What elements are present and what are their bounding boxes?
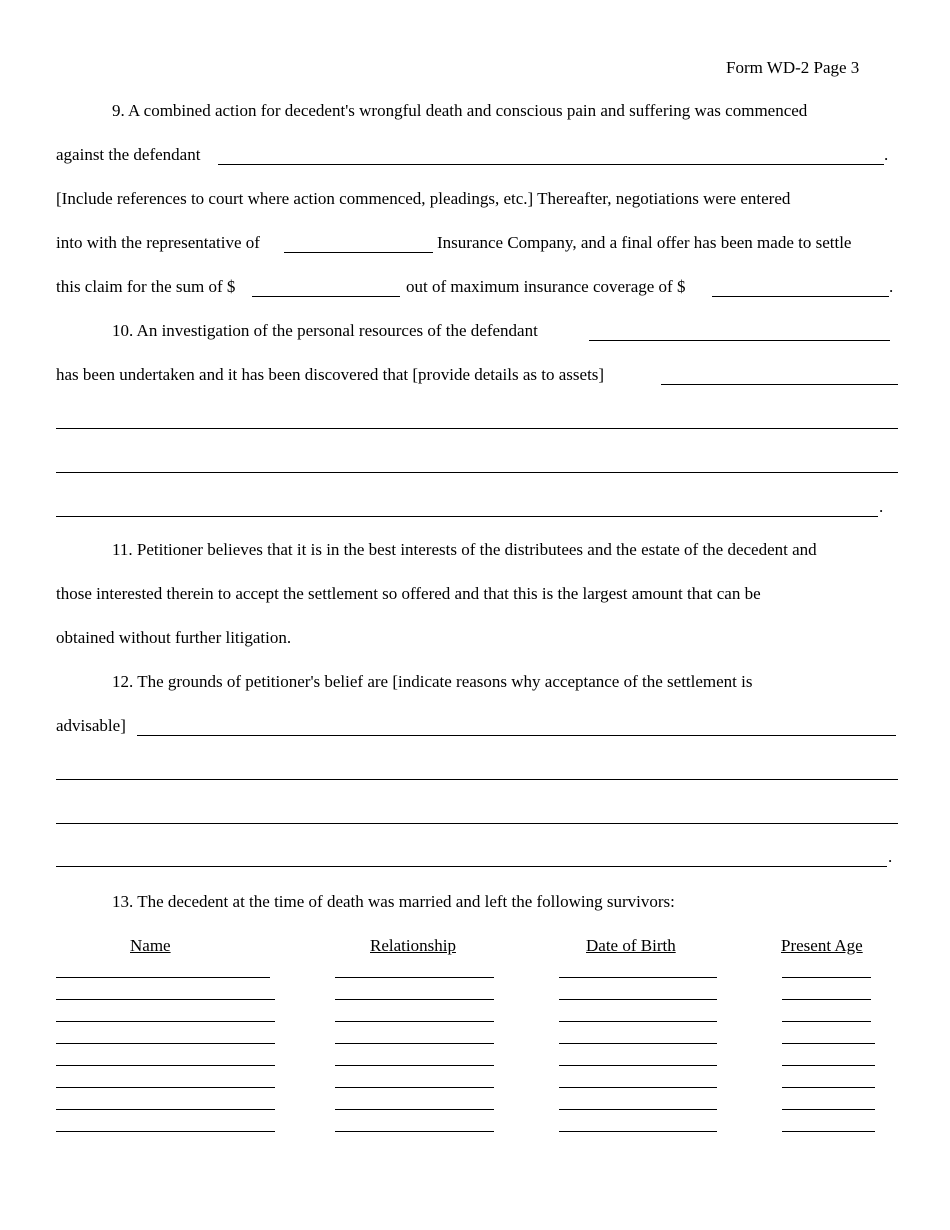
p12-line1: 12. The grounds of petitioner's belief are [indicate reasons why acceptance of the settlement is — [112, 672, 753, 691]
settlement-amount-blank[interactable] — [252, 296, 400, 297]
survivor-dob-blank[interactable] — [559, 999, 717, 1000]
survivor-dob-blank[interactable] — [559, 1021, 717, 1022]
assets-blank-3[interactable] — [56, 472, 898, 473]
form-page-label: Form WD-2 Page 3 — [726, 58, 860, 77]
assets-blank-2[interactable] — [56, 428, 898, 429]
survivor-name-blank[interactable] — [56, 1065, 275, 1066]
max-coverage-blank[interactable] — [712, 296, 889, 297]
p9-line5-end: . — [889, 277, 894, 296]
survivors-header-age: Present Age — [781, 936, 863, 955]
p12-line2-prefix: advisable] — [56, 716, 126, 735]
survivors-header-dob: Date of Birth — [586, 936, 676, 955]
survivor-dob-blank[interactable] — [559, 1131, 717, 1132]
survivor-age-blank[interactable] — [782, 1087, 875, 1088]
survivor-dob-blank[interactable] — [559, 1065, 717, 1066]
survivor-name-blank[interactable] — [56, 1087, 275, 1088]
p9-line5-mid: out of maximum insurance coverage of $ — [406, 277, 686, 296]
p11-line3: obtained without further litigation. — [56, 628, 292, 647]
p9-line1: 9. A combined action for decedent's wrongful death and conscious pain and suffering was commenced — [112, 101, 808, 120]
survivor-age-blank[interactable] — [782, 999, 871, 1000]
p9-line4-prefix: into with the representative of — [56, 233, 260, 252]
survivor-dob-blank[interactable] — [559, 1087, 717, 1088]
defendant-name-blank[interactable] — [589, 340, 890, 341]
survivor-relationship-blank[interactable] — [335, 1087, 494, 1088]
survivor-dob-blank[interactable] — [559, 1109, 717, 1110]
survivor-name-blank[interactable] — [56, 1131, 275, 1132]
survivor-dob-blank[interactable] — [559, 977, 717, 978]
survivor-relationship-blank[interactable] — [335, 1109, 494, 1110]
survivors-header-relationship: Relationship — [370, 936, 456, 955]
survivor-name-blank[interactable] — [56, 1109, 275, 1110]
insurance-company-blank[interactable] — [284, 252, 433, 253]
p13-line1: 13. The decedent at the time of death was married and left the following survivors: — [112, 892, 675, 911]
p11-line2: those interested therein to accept the settlement so offered and that this is the largest amount that can be — [56, 584, 761, 603]
survivor-age-blank[interactable] — [782, 1065, 875, 1066]
p9-line5-prefix: this claim for the sum of $ — [56, 277, 236, 296]
p12-end: . — [888, 847, 893, 866]
p9-line4-suffix: Insurance Company, and a final offer has been made to settle — [437, 233, 852, 252]
survivor-relationship-blank[interactable] — [335, 1131, 494, 1132]
p10-end: . — [879, 497, 884, 516]
survivor-name-blank[interactable] — [56, 999, 275, 1000]
p10-line1: 10. An investigation of the personal resources of the defendant — [112, 321, 538, 340]
assets-blank-4[interactable] — [56, 516, 878, 517]
p9-line3: [Include references to court where action commenced, pleadings, etc.] Thereafter, negotiations were entered — [56, 189, 791, 208]
p11-line1: 11. Petitioner believes that it is in the best interests of the distributees and the estate of the decedent and — [112, 540, 817, 559]
reasons-blank-2[interactable] — [56, 779, 898, 780]
p9-line2-prefix: against the defendant — [56, 145, 201, 164]
survivor-name-blank[interactable] — [56, 1043, 275, 1044]
survivor-age-blank[interactable] — [782, 977, 871, 978]
reasons-blank-1[interactable] — [137, 735, 896, 736]
survivor-relationship-blank[interactable] — [335, 999, 494, 1000]
reasons-blank-3[interactable] — [56, 823, 898, 824]
survivor-age-blank[interactable] — [782, 1021, 871, 1022]
assets-blank-1[interactable] — [661, 384, 898, 385]
survivor-relationship-blank[interactable] — [335, 1021, 494, 1022]
p9-line2-end: . — [884, 145, 889, 164]
survivor-name-blank[interactable] — [56, 1021, 275, 1022]
survivor-relationship-blank[interactable] — [335, 1043, 494, 1044]
survivors-header-name: Name — [130, 936, 171, 955]
reasons-blank-4[interactable] — [56, 866, 887, 867]
p10-line2: has been undertaken and it has been discovered that [provide details as to assets] — [56, 365, 605, 384]
survivor-dob-blank[interactable] — [559, 1043, 717, 1044]
survivor-age-blank[interactable] — [782, 1043, 875, 1044]
survivor-age-blank[interactable] — [782, 1109, 875, 1110]
defendant-blank[interactable] — [218, 164, 884, 165]
survivor-age-blank[interactable] — [782, 1131, 875, 1132]
survivor-relationship-blank[interactable] — [335, 1065, 494, 1066]
survivor-name-blank[interactable] — [56, 977, 270, 978]
survivor-relationship-blank[interactable] — [335, 977, 494, 978]
